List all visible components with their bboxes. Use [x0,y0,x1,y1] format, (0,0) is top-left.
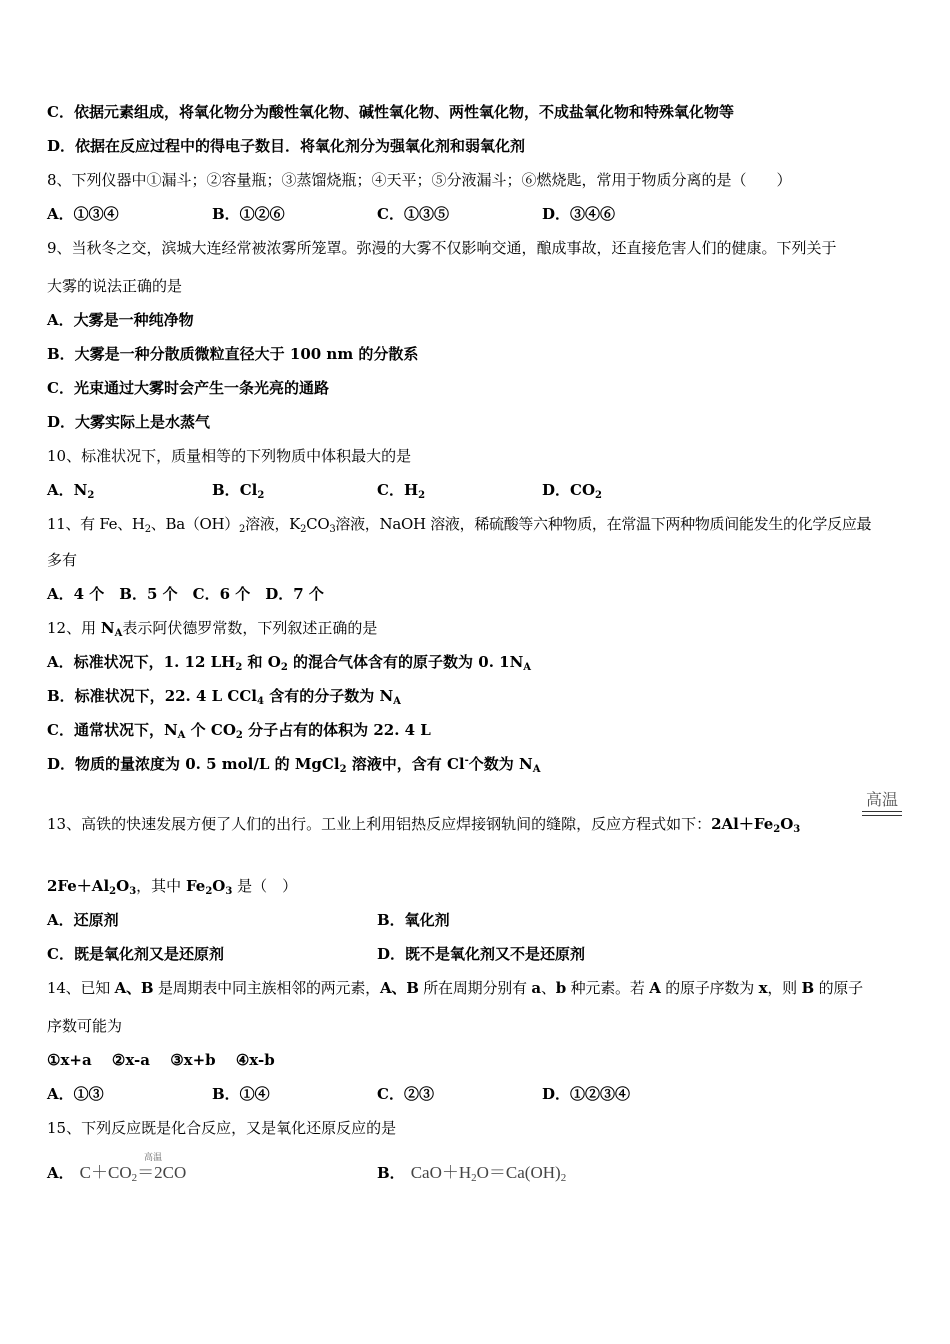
q12-option-c: C．通常状况下，$N_A$ 个 $CO_2$ 分子占有的体积为 22. 4 L [47,721,431,741]
question-13-stem: 13、高铁的快速发展方便了人们的出行。工业上利用铝热反应焊接钢轨间的缝隙，反应方程式如下：$2Al+Fe_2O_3$ [47,815,801,835]
q12-option-d: D．物质的量浓度为 0. 5 mol/L 的 MgCl$_2$ 溶液中，含有 Cl-个数为 $N_A$ [47,755,541,775]
question-10-stem: 10、标准状况下，质量相等的下列物质中体积最大的是 [47,447,412,465]
q15-option-b: B． $CaO+H_2O=Ca(OH)_2$ [377,1163,567,1184]
q10-option-b: B．$Cl_2$ [212,481,265,501]
q10-option-c: C．$H_2$ [377,481,426,501]
question-12-stem: 12、用 $N_A$表示阿伏德罗常数，下列叙述正确的是 [47,619,378,639]
q13-option-a: A．还原剂 [47,911,119,929]
q9-option-c: C．光束通过大雾时会产生一条光亮的通路 [47,379,329,397]
q14-items: ①x+a ②x-a ③x+b ④x-b [47,1051,275,1069]
q12-option-b: B．标准状况下，22. 4 L CCl$_4$ 含有的分子数为 $N_A$ [47,687,401,707]
equilibrium-double-line [862,811,902,816]
reaction-condition-high-temp: 高温 [862,790,902,816]
q9-option-a: A．大雾是一种纯净物 [47,311,194,329]
question-14-stem-line1: 14、已知 A、B 是周期表中同主族相邻的两元素，A、B 所在周期分别有 a、b 种元素。若 A 的原子序数为 x，则 B 的原子 [47,979,863,997]
question-11-stem-line2: 多有 [47,551,78,569]
q11-options: A．4 个 B．5 个 C．6 个 D．7 个 [47,585,324,603]
question-9-stem-line1: 9、当秋冬之交，滨城大连经常被浓雾所笼罩。弥漫的大雾不仅影响交通，酿成事故，还直接危害人们的健康。下列关于 [47,239,837,257]
question-11-stem-line1: 11、有 Fe、$H_2$、$Ba(OH)_2$溶液，$K_2CO_3$溶液，NaOH 溶液，稀硫酸等六种物质，在常温下两种物质间能发生的化学反应最 [47,515,872,535]
q15-a-condition: 高温 [144,1153,163,1163]
q9-option-b: B．大雾是一种分散质微粒直径大于 100 nm 的分散系 [47,345,419,363]
question-14-stem-line2: 序数可能为 [47,1017,123,1035]
q14-option-b: B．①④ [212,1085,270,1103]
q15-option-a: A． $C+CO_2=2CO$ [47,1163,187,1184]
option-d-line: D．依据在反应过程中的得电子数目．将氧化剂分为强氧化剂和弱氧化剂 [47,137,526,155]
q12-option-a: A．标准状况下，1. 12 $LH_2$ 和 $O_2$ 的混合气体含有的原子数为 0. $1N_A$ [47,653,532,673]
q10-option-d: D．$CO_2$ [542,481,602,501]
q10-option-a: A．$N_2$ [47,481,95,501]
q14-option-d: D．①②③④ [542,1085,631,1103]
q8-option-a: A．①③④ [47,205,119,223]
q8-option-b: B．①②⑥ [212,205,285,223]
question-13-stem-line2: $2Fe+Al_2O_3$，其中 $Fe_2O_3$ 是（ ） [47,877,298,897]
question-8-stem: 8、下列仪器中①漏斗；②容量瓶；③蒸馏烧瓶；④天平；⑤分液漏斗；⑥燃烧匙，常用于物质分离的是（ ） [47,171,792,189]
q8-option-d: D．③④⑥ [542,205,616,223]
q8-option-c: C．①③⑤ [377,205,449,223]
q13-option-d: D．既不是氧化剂又不是还原剂 [377,945,586,963]
q13-option-c: C．既是氧化剂又是还原剂 [47,945,224,963]
q13-option-b: B．氧化剂 [377,911,450,929]
option-c-line: C．依据元素组成，将氧化物分为酸性氧化物、碱性氧化物、两性氧化物，不成盐氧化物和特殊氧化物等 [47,103,734,121]
q14-option-a: A．①③ [47,1085,104,1103]
q9-option-d: D．大雾实际上是水蒸气 [47,413,211,431]
q14-option-c: C．②③ [377,1085,434,1103]
question-15-stem: 15、下列反应既是化合反应，又是氧化还原反应的是 [47,1119,397,1137]
question-9-stem-line2: 大雾的说法正确的是 [47,277,183,295]
